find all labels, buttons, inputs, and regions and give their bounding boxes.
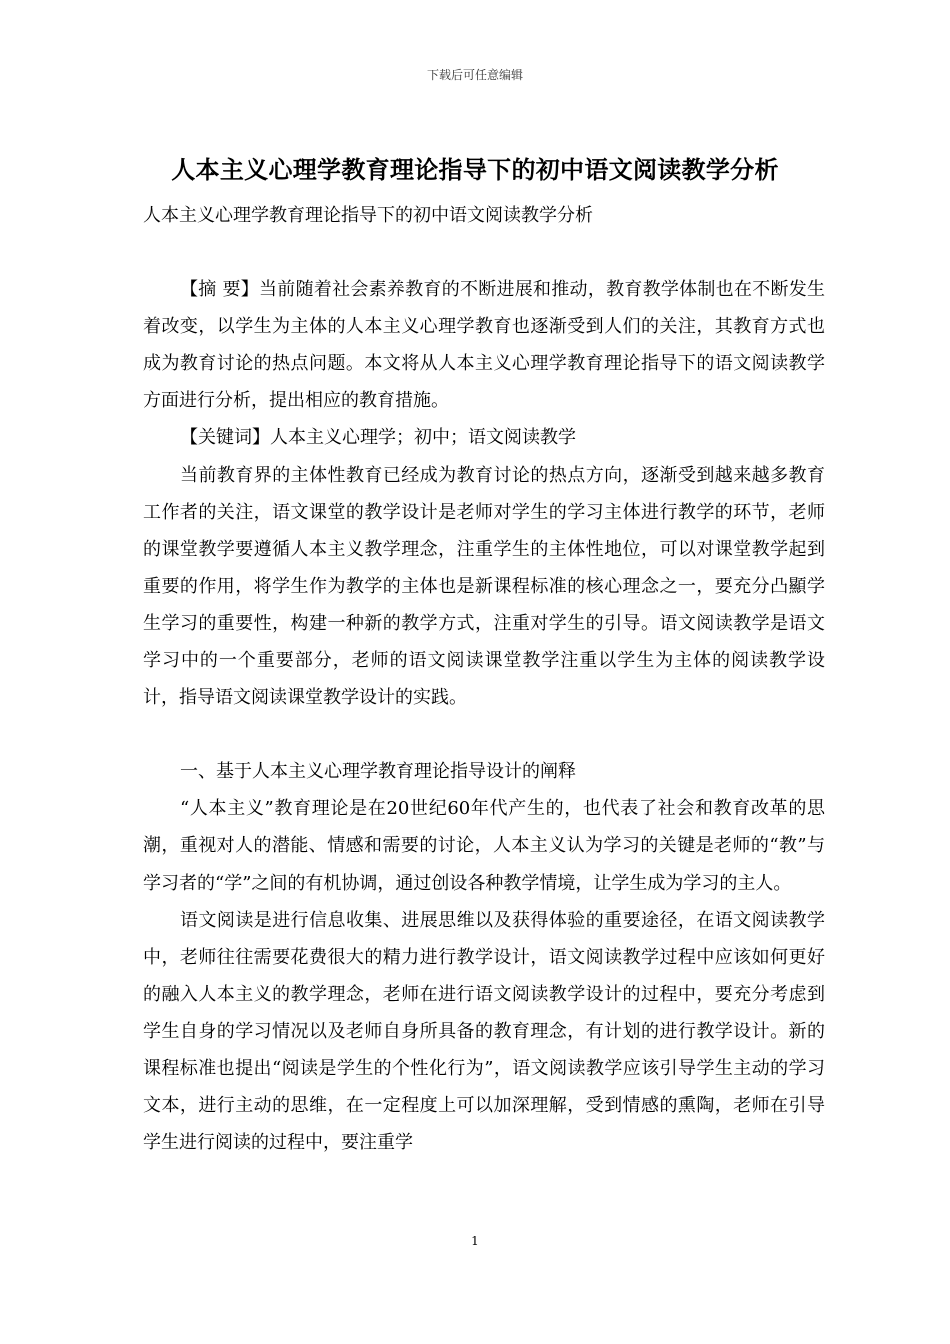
document-title: 人本主义心理学教育理论指导下的初中语文阅读教学分析 xyxy=(171,155,779,184)
intro-paragraph: 当前教育界的主体性教育已经成为教育讨论的热点方向，逐渐受到越来越多教育工作者的关注，语文课堂的教学设计是老师对学生的学习主体进行教学的环节，老师的课堂教学要遵循人本主义教学理念，注重学生的主体性地位，可以对课堂教学起到重要的作用，将学生作为教学的主体也是新课程标准的核心理念之一，要充分凸顯学生学习的重要性，构建一种新的教学方式，注重对学生的引导。语文阅读教学是语文学习中的一个重要部分，老师的语文阅读课堂教学注重以学生为主体的阅读教学设计，指导语文阅读课堂教学设计的实践。 xyxy=(143,464,825,709)
keywords-paragraph: 【关键词】人本主义心理学；初中；语文阅读教学 xyxy=(180,427,576,449)
header-note: 下载后可任意编辑 xyxy=(426,68,523,82)
abstract-paragraph: 【摘 要】当前随着社会素养教育的不断进展和推动，教育教学体制也在不断发生着改变，以学生为主体的人本主义心理学教育也逐渐受到人们的关注，其教育方式也成为教育讨论的热点问题。本文将从人本主义心理学教育理论指导下的语文阅读教学方面进行分析，提出相应的教育措施。 xyxy=(143,279,825,412)
section-heading: 一、基于人本主义心理学教育理论指导设计的阐释 xyxy=(180,761,576,783)
section-paragraph: “人本主义”教育理论是在20世纪60年代产生的，也代表了社会和教育改革的思潮，重视对人的潜能、情感和需要的讨论，人本主义认为学习的关键是老师的“教”与学习者的“学”之间的有机协调，通过创设各种教学情境，让学生成为学习的主人。 xyxy=(143,798,825,894)
page-number: 1 xyxy=(471,1234,479,1248)
blank-line xyxy=(143,234,825,271)
subtitle: 人本主义心理学教育理论指导下的初中语文阅读教学分析 xyxy=(143,205,593,226)
section-paragraph: 语文阅读是进行信息收集、进展思维以及获得体验的重要途径，在语文阅读教学中，老师往往需要花费很大的精力进行教学设计，语文阅读教学过程中应该如何更好的融入人本主义的教学理念，老师在进行语文阅读教学设计的过程中，要充分考虑到学生自身的学习情况以及老师自身所具备的教育理念，有计划的进行教学设计。新的课程标准也提出“阅读是学生的个性化行为”，语文阅读教学应该引导学生主动的学习文本，进行主动的思维，在一定程度上可以加深理解，受到情感的熏陶，老师在引导学生进行阅读的过程中，要注重学 xyxy=(143,909,825,1154)
document-body xyxy=(143,197,825,1161)
blank-line xyxy=(143,716,825,753)
